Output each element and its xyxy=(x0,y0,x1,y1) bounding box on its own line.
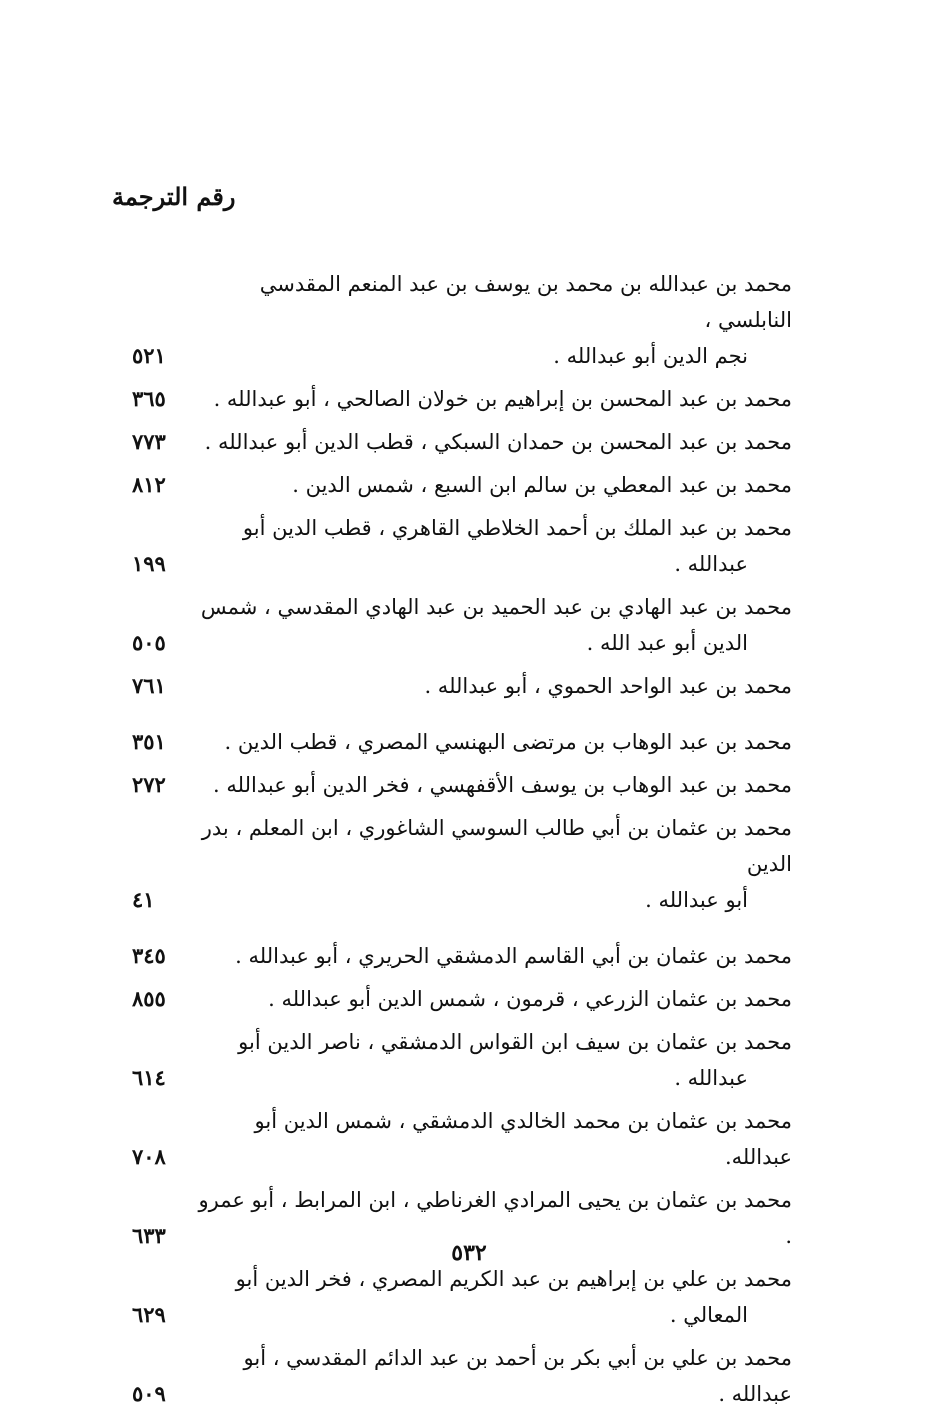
entry-line-1: محمد بن عثمان الزرعي ، قرمون ، شمس الدين أبو عبدالله . xyxy=(268,987,792,1011)
list-item xyxy=(110,810,800,918)
entry-line-2: عبدالله . xyxy=(674,1066,748,1090)
column-header-entry-number: رقم الترجمة xyxy=(112,182,236,211)
entry-text xyxy=(188,938,800,974)
list-item xyxy=(110,381,800,417)
list-item xyxy=(110,981,800,1017)
entry-text xyxy=(188,381,800,417)
entry-text xyxy=(188,1340,800,1412)
list-item xyxy=(110,767,800,803)
entry-line-1: محمد بن عبد الهادي بن عبد الحميد بن عبد الهادي المقدسي ، شمس xyxy=(200,595,792,619)
entry-text xyxy=(188,467,800,503)
entry-number: ٤١ xyxy=(132,887,155,912)
entry-line-1: محمد بن عبد الوهاب بن مرتضى البهنسي المصري ، قطب الدين . xyxy=(224,730,792,754)
entry-number: ٨١٢ xyxy=(132,472,166,497)
entry-line-1: محمد بن عبد المعطي بن سالم ابن السبع ، شمس الدين . xyxy=(292,473,792,497)
entry-text xyxy=(188,424,800,460)
entry-number: ٥٢١ xyxy=(132,343,166,368)
entry-number: ٦٢٩ xyxy=(132,1302,166,1327)
entry-text xyxy=(188,981,800,1017)
entry-number: ٣٤٥ xyxy=(132,943,166,968)
entry-line-1: محمد بن عثمان بن أبي طالب السوسي الشاغوري ، ابن المعلم ، بدر الدين xyxy=(201,816,792,876)
entry-line-2: عبدالله . xyxy=(674,552,748,576)
entry-number: ٧٧٣ xyxy=(132,429,166,454)
entry-line-1: محمد بن عثمان بن يحيى المرادي الغرناطي ، ابن المرابط ، أبو عمرو . xyxy=(198,1188,792,1248)
entry-line-2: نجم الدين أبو عبدالله . xyxy=(553,344,748,368)
list-item xyxy=(110,668,800,704)
entry-line-1: محمد بن علي بن أبي بكر بن أحمد بن عبد الدائم المقدسي ، أبو عبدالله . xyxy=(243,1346,792,1406)
list-item xyxy=(110,1261,800,1333)
entry-text xyxy=(188,724,800,760)
entry-number: ٧٦١ xyxy=(132,673,166,698)
list-item xyxy=(110,467,800,503)
entry-text xyxy=(188,1103,800,1175)
entry-number: ٧٠٨ xyxy=(132,1144,166,1169)
list-item xyxy=(110,724,800,760)
list-item xyxy=(110,510,800,582)
entry-text xyxy=(188,266,800,374)
entry-line-1: محمد بن علي بن إبراهيم بن عبد الكريم المصري ، فخر الدين أبو xyxy=(235,1267,792,1291)
entry-line-1: محمد بن عثمان بن محمد الخالدي الدمشقي ، شمس الدين أبو عبدالله. xyxy=(254,1109,792,1169)
entry-line-1: محمد بن عبد المحسن بن حمدان السبكي ، قطب الدين أبو عبدالله . xyxy=(204,430,792,454)
entry-number: ٣٦٥ xyxy=(132,386,166,411)
entry-number: ٢٧٢ xyxy=(132,772,166,797)
list-item xyxy=(110,424,800,460)
entry-text xyxy=(188,1261,800,1333)
entry-number: ٦٣٣ xyxy=(132,1223,166,1248)
entry-number: ٣٥١ xyxy=(132,729,166,754)
entry-text xyxy=(188,510,800,582)
entry-text xyxy=(188,589,800,661)
entry-line-1: محمد بن عثمان بن سيف ابن القواس الدمشقي ، ناصر الدين أبو xyxy=(238,1030,792,1054)
entry-line-1: محمد بن عبد المحسن بن إبراهيم بن خولان الصالحي ، أبو عبدالله . xyxy=(213,387,792,411)
entry-text xyxy=(188,668,800,704)
entry-line-1: محمد بن عبد الوهاب بن يوسف الأقفهسي ، فخر الدين أبو عبدالله . xyxy=(213,773,792,797)
entry-number: ١٩٩ xyxy=(132,551,166,576)
entry-text xyxy=(188,767,800,803)
entry-number: ٨٥٥ xyxy=(132,986,166,1011)
entry-text xyxy=(188,1024,800,1096)
list-item xyxy=(110,266,800,374)
list-item xyxy=(110,589,800,661)
entry-number: ٥٠٩ xyxy=(132,1381,166,1406)
list-item xyxy=(110,1340,800,1412)
entry-line-1: محمد بن عبدالله بن محمد بن يوسف بن عبد المنعم المقدسي النابلسي ، xyxy=(259,272,792,332)
entry-line-1: محمد بن عثمان بن أبي القاسم الدمشقي الحريري ، أبو عبدالله . xyxy=(235,944,792,968)
page-number: ٥٣٢ xyxy=(451,1240,487,1266)
entry-number: ٦١٤ xyxy=(132,1065,166,1090)
entry-line-1: محمد بن عبد الواحد الحموي ، أبو عبدالله . xyxy=(424,674,792,698)
entry-text xyxy=(188,810,800,918)
list-item xyxy=(110,938,800,974)
entry-line-2: الدين أبو عبد الله . xyxy=(586,631,748,655)
entry-number: ٥٠٥ xyxy=(132,630,166,655)
entry-line-2: المعالي . xyxy=(669,1303,748,1327)
list-item xyxy=(110,1103,800,1175)
list-item xyxy=(110,1024,800,1096)
entry-line-2: أبو عبدالله . xyxy=(645,888,748,912)
entry-line-1: محمد بن عبد الملك بن أحمد الخلاطي القاهري ، قطب الدين أبو xyxy=(242,516,792,540)
